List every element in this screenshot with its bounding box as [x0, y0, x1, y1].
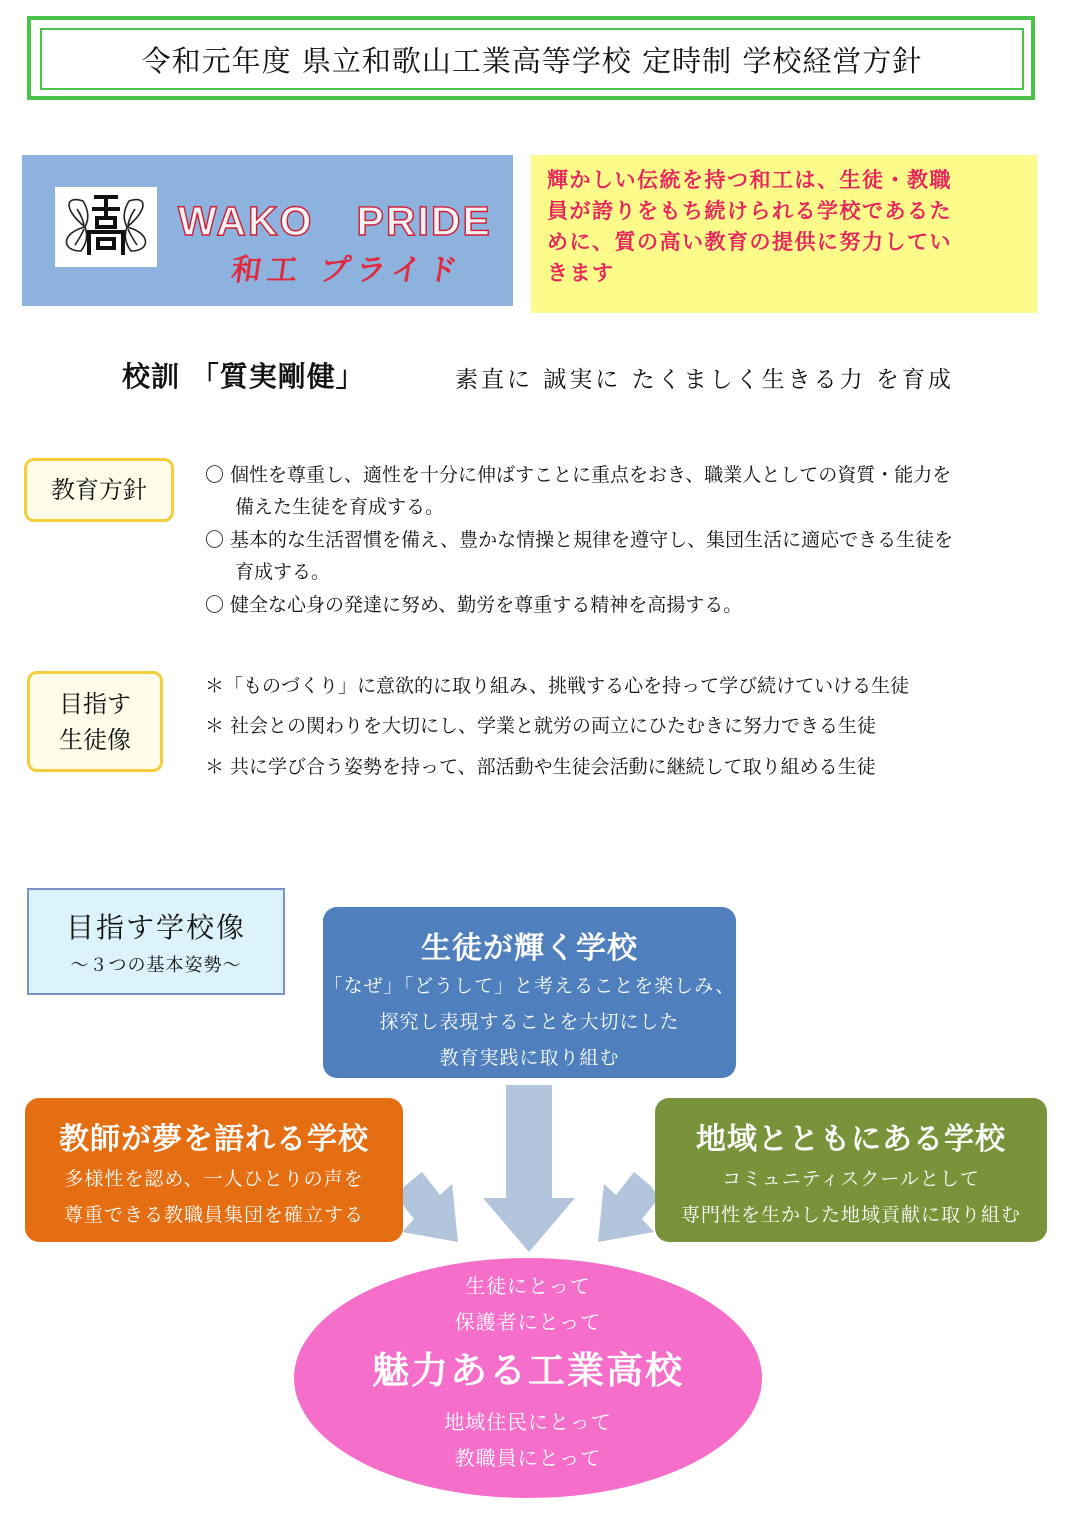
school-image-title: 目指す学校像	[65, 911, 246, 944]
vision-label-line: 生徒像	[59, 725, 131, 754]
policy-item: 〇 個性を尊重し、適性を十分に伸ばすことに重点をおき、職業人としての資質・能力を	[205, 464, 952, 486]
vision-item: ＊ 共に学び合う姿勢を持って、部活動や生徒会活動に継続して取り組める生徒	[205, 756, 876, 778]
policy-item: 育成する。	[235, 561, 331, 583]
arrow-diagonal-right-icon	[397, 1172, 458, 1242]
vision-item: ＊「ものづくり」に意欲的に取り組み、挑戦する心を持って学び続けていける生徒	[205, 675, 910, 697]
policy-item: 〇 基本的な生活習慣を備え、豊かな情操と規律を遵守し、集団生活に適応できる生徒を	[205, 529, 954, 551]
card-title: 地域とともにある学校	[696, 1122, 1006, 1157]
card-community	[655, 1098, 1047, 1242]
policy-label: 教育方針	[24, 458, 174, 522]
arrow-down-icon	[483, 1085, 575, 1252]
pride-message-line: 輝かしい伝統を持つ和工は、生徒・教職	[547, 168, 952, 192]
card-title: 教師が夢を語れる学校	[59, 1122, 369, 1157]
goal-line: 教職員にとって	[454, 1446, 602, 1470]
card-line: 専門性を生かした地域貢献に取り組む	[680, 1204, 1021, 1226]
arrow-diagonal-left-icon	[598, 1172, 659, 1242]
motto-description: 素直に 誠実に たくましく生きる力 を育成	[455, 367, 954, 393]
vision-label-line: 目指す	[59, 689, 131, 718]
pride-title: WAKO PRIDE	[178, 198, 492, 244]
goal-line: 保護者にとって	[454, 1310, 602, 1334]
page-title: 令和元年度 県立和歌山工業高等学校 定時制 学校経営方針	[40, 28, 1024, 90]
card-line: 多様性を認め、一人ひとりの声を	[64, 1168, 364, 1190]
pride-message-line: めに、質の高い教育の提供に努力してい	[547, 230, 952, 254]
goal-line: 生徒にとって	[465, 1274, 591, 1298]
goal-main: 魅力ある工業高校	[372, 1349, 684, 1392]
pride-message-line: きます	[547, 261, 615, 285]
card-title: 生徒が輝く学校	[421, 931, 638, 966]
policy-item: 備えた生徒を育成する。	[235, 496, 445, 518]
pride-message-line: 員が誇りをもち続けられる学校であるた	[547, 199, 952, 223]
card-line: 探究し表現することを大切にした	[379, 1011, 680, 1033]
card-line: コミュニティスクールとして	[722, 1168, 980, 1190]
card-line: 教育実践に取り組む	[439, 1047, 620, 1069]
vision-item: ＊ 社会との関わりを大切にし、学業と就労の両立にひたむきに努力できる生徒	[205, 715, 877, 737]
card-line: 「なぜ」「どうして」と考えることを楽しみ、	[323, 975, 736, 997]
pride-subtitle: 和工 プライド	[229, 253, 466, 288]
goal-ellipse	[294, 1258, 762, 1498]
policy-item: 〇 健全な心身の発達に努め、勤労を尊重する精神を高揚する。	[205, 594, 743, 616]
school-image-subtitle: ～３つの基本姿勢～	[70, 955, 242, 976]
card-teachers-dream	[25, 1098, 403, 1242]
card-line: 尊重できる教職員集団を確立する	[63, 1204, 364, 1226]
card-students-shine	[323, 907, 736, 1078]
motto-label: 校訓 「質実剛健」	[122, 360, 365, 393]
goal-line: 地域住民にとって	[444, 1410, 612, 1434]
